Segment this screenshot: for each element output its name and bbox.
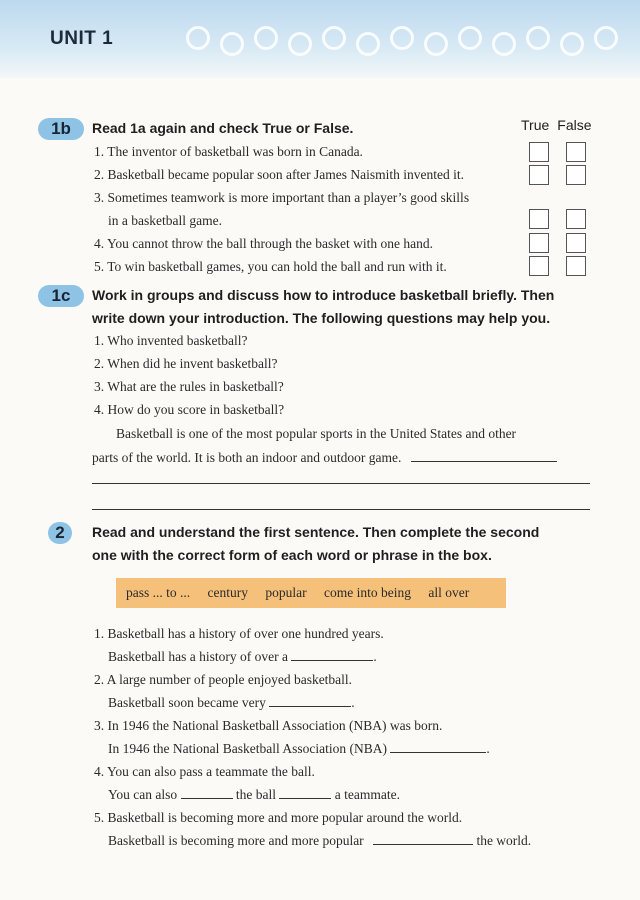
false-checkbox-5[interactable] bbox=[566, 256, 586, 276]
word-box bbox=[116, 578, 506, 608]
true-checkbox-1[interactable] bbox=[529, 142, 549, 162]
exercise-5-rewrite: Basketball is becoming more and more popular the world. bbox=[108, 833, 532, 848]
exercise-5-original: 5. Basketball is becoming more and more popular around the world. bbox=[94, 810, 463, 825]
answer-blank-1[interactable] bbox=[291, 660, 373, 661]
word-option: pass ... to ... bbox=[126, 585, 191, 600]
exercise-1-original: 1. Basketball has a history of over one hundred years. bbox=[94, 626, 384, 641]
false-checkbox-3[interactable] bbox=[566, 209, 586, 229]
instruction-1c-line2: write down your introduction. The following questions may help you. bbox=[92, 310, 551, 326]
exercise-3-original: 3. In 1946 the National Basketball Association (NBA) was born. bbox=[94, 718, 443, 733]
instruction-2-line2: one with the correct form of each word or phrase in the box. bbox=[92, 547, 492, 563]
true-checkbox-2[interactable] bbox=[529, 165, 549, 185]
word-option: popular bbox=[265, 585, 307, 600]
question-2: 2. When did he invent basketball? bbox=[94, 356, 278, 371]
writing-blank[interactable] bbox=[411, 461, 557, 462]
exercise-3-rewrite: In 1946 the National Basketball Association (NBA) . bbox=[108, 741, 490, 756]
word-option: all over bbox=[428, 585, 470, 600]
false-checkbox-4[interactable] bbox=[566, 233, 586, 253]
section-badge-1c: 1c bbox=[38, 285, 84, 307]
true-checkbox-5[interactable] bbox=[529, 256, 549, 276]
statement-2: 2. Basketball became popular soon after James Naismith invented it. bbox=[94, 167, 465, 182]
true-column-label: True bbox=[521, 117, 550, 133]
answer-blank-3[interactable] bbox=[390, 752, 486, 753]
answer-blank-5[interactable] bbox=[373, 844, 473, 845]
writing-line-2[interactable] bbox=[92, 509, 590, 510]
statement-4: 4. You cannot throw the ball through the basket with one hand. bbox=[94, 236, 433, 251]
exercise-1-rewrite: Basketball has a history of over a . bbox=[108, 649, 377, 664]
answer-blank-4b[interactable] bbox=[279, 798, 331, 799]
exercise-4-original: 4. You can also pass a teammate the ball. bbox=[94, 764, 315, 779]
section-badge-2: 2 bbox=[48, 522, 72, 544]
answer-blank-2[interactable] bbox=[269, 706, 351, 707]
true-checkbox-4[interactable] bbox=[529, 233, 549, 253]
false-checkbox-2[interactable] bbox=[566, 165, 586, 185]
statement-3-cont: in a basketball game. bbox=[108, 213, 222, 228]
exercise-4-rewrite: You can also the ball a teammate. bbox=[108, 787, 400, 802]
exercise-2-original: 2. A large number of people enjoyed basketball. bbox=[94, 672, 353, 687]
true-false-header bbox=[521, 117, 600, 133]
false-column-label: False bbox=[557, 117, 592, 133]
instruction-2-line1: Read and understand the first sentence. Then complete the second bbox=[92, 524, 540, 540]
writing-line-1[interactable] bbox=[92, 483, 590, 484]
unit-title: UNIT 1 bbox=[50, 28, 114, 49]
intro-paragraph-line2: parts of the world. It is both an indoor and outdoor game. bbox=[92, 448, 557, 468]
exercise-2-rewrite: Basketball soon became very . bbox=[108, 695, 355, 710]
instruction-1b: Read 1a again and check True or False. bbox=[92, 120, 354, 136]
statement-5: 5. To win basketball games, you can hold the ball and run with it. bbox=[94, 259, 447, 274]
question-1: 1. Who invented basketball? bbox=[94, 333, 248, 348]
question-4: 4. How do you score in basketball? bbox=[94, 402, 285, 417]
intro-paragraph-line1: Basketball is one of the most popular sports in the United States and other bbox=[116, 426, 517, 441]
true-checkbox-3[interactable] bbox=[529, 209, 549, 229]
false-checkbox-1[interactable] bbox=[566, 142, 586, 162]
instruction-1c-line1: Work in groups and discuss how to introduce basketball briefly. Then bbox=[92, 287, 555, 303]
section-badge-1b: 1b bbox=[38, 118, 84, 140]
question-3: 3. What are the rules in basketball? bbox=[94, 379, 284, 394]
word-option: century bbox=[207, 585, 248, 600]
statement-1: 1. The inventor of basketball was born in Canada. bbox=[94, 144, 363, 159]
statement-3: 3. Sometimes teamwork is more important than a player’s good skills bbox=[94, 190, 470, 205]
word-option: come into being bbox=[323, 585, 411, 600]
unit-header bbox=[0, 0, 640, 78]
answer-blank-4a[interactable] bbox=[181, 798, 233, 799]
